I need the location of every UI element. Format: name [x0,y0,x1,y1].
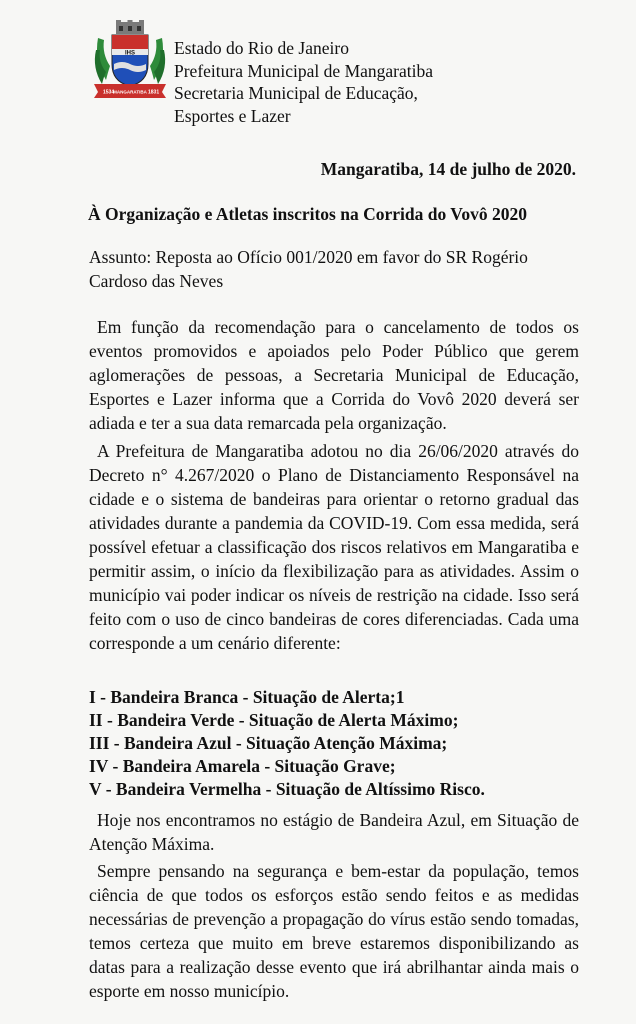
paragraph-current-stage [89,808,579,856]
flag-list [89,686,485,801]
paragraph-cancellation [89,315,579,435]
crest-shield-text: IHS [124,50,136,57]
paragraph-text: A Prefeitura de Mangaratiba adotou no dia 26/06/2020 através do Decreto n° 4.267/2020 o Plano de Distanciamento Responsável na cidade e o sistema de bandeiras para orientar o retorno gradual das atividades durante a pandemia da COVID-19. Com essa medida, será possível efetuar a classificação dos riscos relativos em Mangaratiba e permitir assim, o início da flexibilização para as atividades. Assim o município vai poder indicar os níveis de restrição na cidade. Isso será feito com o uso de cinco bandeiras de cores diferenciadas. Cada uma corresponde a um cenário diferente: [89,441,579,653]
crest-motto: MANGARATIBA [113,89,147,95]
coat-of-arms-logo [92,20,168,98]
letterhead-prefecture: Prefeitura Municipal de Mangaratiba [174,60,433,81]
letter-date: Mangaratiba, 14 de julho de 2020. [320,159,576,179]
flag-list-item: I - Bandeira Branca - Situação de Alerta;1 [89,687,405,707]
letter-recipient: À Organização e Atletas inscritos na Corrida do Vovô 2020 [88,204,527,224]
letterhead-text [174,37,433,127]
flag-list-item: III - Bandeira Azul - Situação Atenção Máxima; [89,733,448,753]
paragraph-text: Sempre pensando na segurança e bem-estar da população, temos ciência de que todos os esforços estão sendo feitos e as medidas necessárias de prevenção a propagação do vírus estão sendo tomadas, temos certeza que muito em breve estaremos disponibilizando as datas para a realização desse evento que irá abrilhantar ainda mais o esporte em nosso município. [89,861,579,1001]
letter-subject: Assunto: Reposta ao Ofício 001/2020 em favor do SR Rogério Cardoso das Neves [89,247,528,291]
flag-list-item: II - Bandeira Verde - Situação de Alerta Máximo; [89,710,459,730]
letterhead-state: Estado do Rio de Janeiro [174,38,349,58]
paragraph-text: Em função da recomendação para o cancelamento de todos os eventos promovidos e apoiados pelo Poder Público que gerem aglomerações de pessoas, a Secretaria Municipal de Educação, Esportes e Lazer informa que a Corrida do Vovô 2020 deverá ser adiada e ter a sua data remarcada pela organização. [89,317,579,433]
letterhead-secretariat-cont: Esportes e Lazer [174,105,291,126]
letterhead [92,20,612,130]
flag-list-item: IV - Bandeira Amarela - Situação Grave; [89,756,396,776]
crest-year-right: 1831 [148,89,160,96]
crest-year-left: 1534 [103,89,115,96]
paragraph-text: Hoje nos encontramos no estágio de Bandeira Azul, em Situação de Atenção Máxima. [89,810,579,854]
letterhead-secretariat: Secretaria Municipal de Educação, [174,83,418,103]
flag-list-item: V - Bandeira Vermelha - Situação de Altíssimo Risco. [89,779,485,799]
paragraph-decree [89,439,579,655]
paragraph-closing [89,859,579,1003]
